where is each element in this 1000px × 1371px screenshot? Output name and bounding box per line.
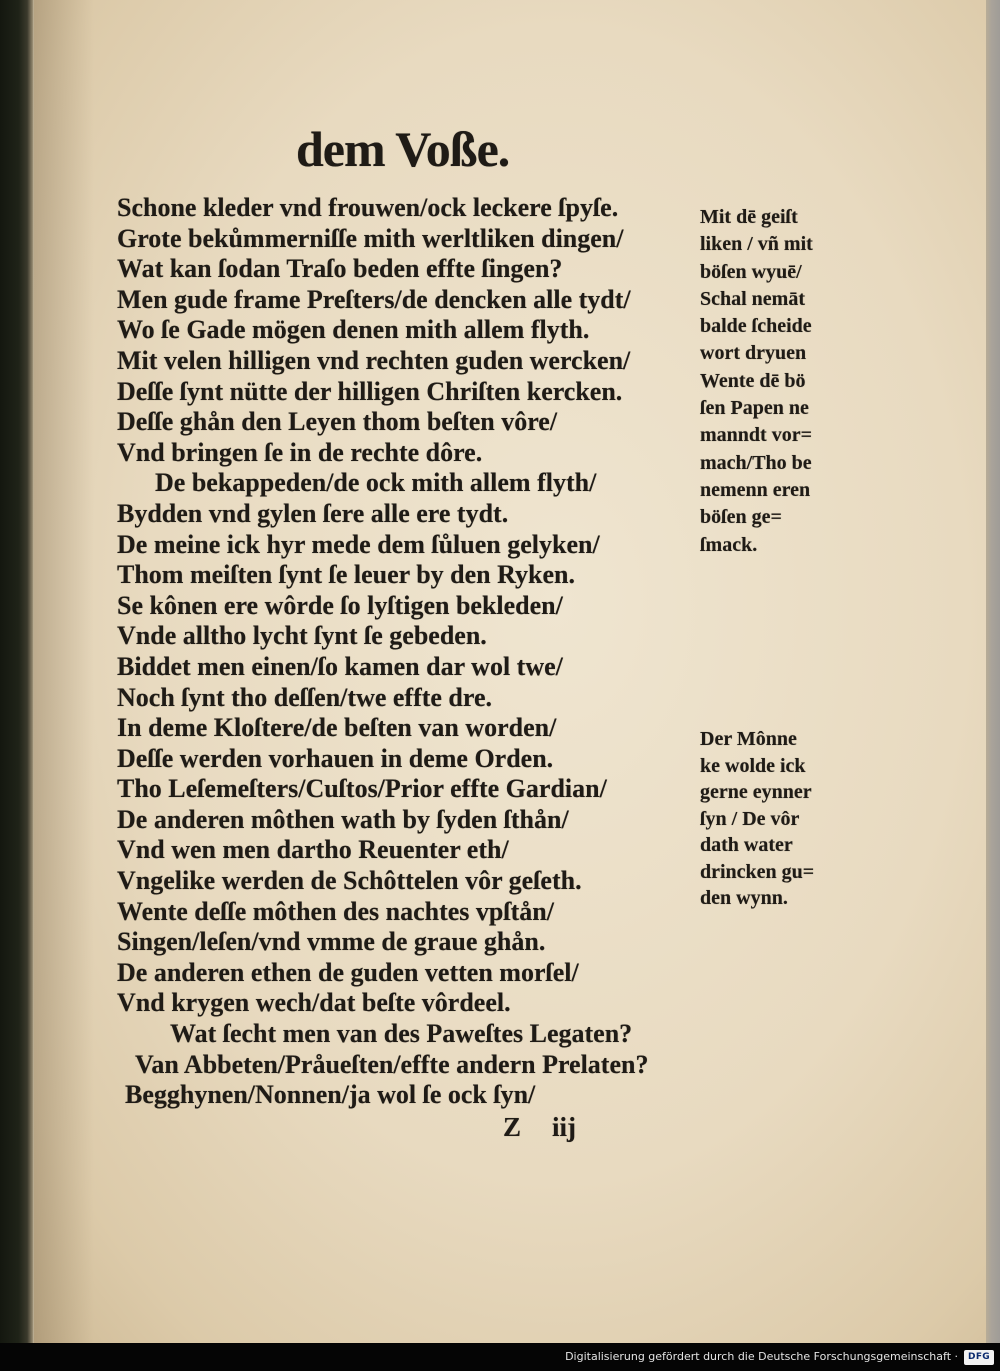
verse-line: Bydden vnd gylen ſere alle ere tydt. [117,498,509,528]
verse-line: Begghynen/Nonnen/ja wol ſe ock ſyn/ [125,1080,536,1110]
verse-line: Wat kan ſodan Traſo beden effte ſingen? [117,254,563,284]
verse-line: Schone kleder vnd frouwen/ock leckere ſpyſe. [117,193,619,222]
verse-line: Wente deſſe môthen des nachtes vpſtån/ [117,896,554,926]
verse-line: Thom meiſten ſynt ſe leuer by den Ryken. [117,560,575,590]
margin-note-line: mach/Tho be [700,451,812,474]
dfg-logo-icon: DFG [964,1350,994,1365]
verse-line: Vnd wen men dartho Reuenter eth/ [117,835,509,865]
margin-note-line: ke wolde ick [700,754,806,777]
margin-note-line: böſen wyuē/ [700,260,802,283]
verse-line: Tho Leſemeſters/Cuſtos/Prior effte Gardian/ [117,774,607,804]
margin-note-2 [700,726,814,912]
verse-line: Se kônen ere wôrde ſo lyſtigen bekleden/ [117,590,563,620]
verse-line: Van Abbeten/Pråueſten/effte andern Prelaten? [135,1049,649,1079]
digitization-credit-bar [0,1343,1000,1371]
verse-line: Vnd krygen wech/dat beſte vôrdeel. [117,988,511,1018]
verse-line: Mit velen hilligen vnd rechten guden wercken/ [117,345,631,375]
margin-note-line: dath water [700,834,793,856]
verse-line: Deſſe werden vorhauen in deme Orden. [117,743,554,773]
margin-note-1 [700,204,813,559]
margin-note-line: Mit dē geiſt [700,206,798,228]
margin-note-line: ſyn / De vôr [700,807,800,830]
verse-line: Wat ſecht men van des Paweſtes Legaten? [170,1019,633,1049]
margin-note-line: balde ſcheide [700,315,812,338]
verse-line: Vngelike werden de Schôttelen vôr geſeth. [117,866,582,896]
margin-note-line: ſen Papen ne [700,397,809,420]
margin-note-line: Wente dē bö [700,369,806,392]
signature-mark-number: iij [552,1112,576,1142]
margin-note-line: drincken gu= [700,860,815,883]
verse-line: Deſſe ſynt nütte der hilligen Chriſten kercken. [117,376,623,406]
margin-note-line: nemenn eren [700,478,811,501]
verse-line: Deſſe ghån den Leyen thom beſten vôre/ [117,407,558,437]
funding-credit-text: Digitalisierung gefördert durch die Deutsche Forschungsgemeinschaft · [565,1350,958,1363]
margin-note-line: liken / vñ mit [700,233,813,256]
signature-mark-letter: Z [503,1112,522,1142]
verse-line: In deme Kloſtere/de beſten van worden/ [117,713,557,743]
verse-line: Singen/leſen/vnd vmme de graue ghån. [117,927,546,957]
verse-line: De meine ick hyr mede dem ſůluen gelyken/ [117,529,600,559]
verse-line: Noch ſynt tho deſſen/twe effte dre. [117,682,493,712]
verse-line: De anderen ethen de guden vetten morſel/ [117,957,579,987]
verse-line: Vnd bringen ſe in de rechte dôre. [117,437,483,467]
margin-note-line: wort dryuen [700,342,807,365]
verse-line: Men gude frame Preſters/de dencken alle tydt/ [117,284,631,314]
scanner-edge [986,0,1000,1343]
page-header: dem Voße. [296,121,510,177]
verse-line: Wo ſe Gade mögen denen mith allem flyth. [117,315,590,345]
margin-note-line: böſen ge= [700,506,782,529]
margin-note-line: ſmack. [700,533,758,556]
verse-line: Vnde alltho lycht ſynt ſe gebeden. [117,621,487,651]
verse-line: Grote bekůmmerniſſe mith werltliken dingen/ [117,223,624,253]
margin-note-line: den wynn. [700,887,788,909]
verse-text-block [0,193,700,1111]
margin-note-line: Der Mônne [700,728,797,750]
verse-line: De bekappeden/de ock mith allem flyth/ [155,468,597,498]
margin-note-line: manndt vor= [700,424,812,447]
margin-note-line: Schal nemāt [700,287,805,310]
margin-note-line: gerne eynner [700,781,812,803]
verse-line: Biddet men einen/ſo kamen dar wol twe/ [117,651,563,681]
verse-line: De anderen môthen wath by ſyden ſthån/ [117,804,569,834]
